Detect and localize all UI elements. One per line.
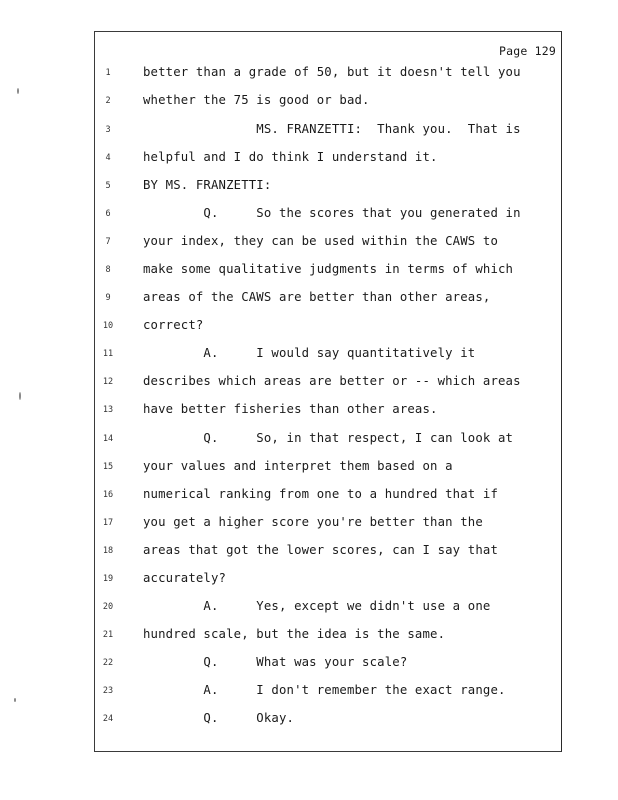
transcript-line <box>0 262 560 282</box>
line-text: areas that got the lower scores, can I say that <box>143 543 499 557</box>
line-number: 6 <box>105 209 111 219</box>
line-text: Q. So the scores that you generated in <box>143 206 521 220</box>
line-number: 13 <box>102 405 114 415</box>
transcript-line <box>0 206 560 226</box>
line-text: MS. FRANZETTI: Thank you. That is <box>143 122 521 136</box>
transcript-line <box>0 93 560 113</box>
line-number: 18 <box>102 546 114 556</box>
line-text: Q. Okay. <box>143 711 295 725</box>
transcript-line <box>0 402 560 422</box>
line-number: 5 <box>105 181 111 191</box>
line-text: you get a higher score you're better than the <box>143 515 483 529</box>
line-number: 4 <box>105 153 111 163</box>
line-number: 12 <box>102 377 114 387</box>
line-number: 14 <box>102 434 114 444</box>
transcript-line <box>0 543 560 563</box>
line-text: accurately? <box>143 571 227 585</box>
line-number: 3 <box>105 125 111 135</box>
line-number: 17 <box>102 518 114 528</box>
line-text: A. Yes, except we didn't use a one <box>143 599 491 613</box>
line-number: 20 <box>102 602 114 612</box>
line-text: whether the 75 is good or bad. <box>143 93 370 107</box>
line-text: Q. What was your scale? <box>143 655 408 669</box>
transcript-line <box>0 683 560 703</box>
line-number: 23 <box>102 686 114 696</box>
line-number: 9 <box>105 293 111 303</box>
line-text: your values and interpret them based on a <box>143 459 453 473</box>
transcript-line <box>0 655 560 675</box>
line-text: helpful and I do think I understand it. <box>143 150 438 164</box>
scan-speck <box>14 698 16 702</box>
transcript-line <box>0 459 560 479</box>
line-number: 7 <box>105 237 111 247</box>
line-number: 19 <box>102 574 114 584</box>
line-text: Q. So, in that respect, I can look at <box>143 431 514 445</box>
transcript-line <box>0 374 560 394</box>
line-text: better than a grade of 50, but it doesn't tell you <box>143 65 521 79</box>
line-number: 15 <box>102 462 114 472</box>
line-number: 21 <box>102 630 114 640</box>
line-text: describes which areas are better or -- which areas <box>143 374 521 388</box>
line-text: have better fisheries than other areas. <box>143 402 438 416</box>
transcript-line <box>0 122 560 142</box>
transcript-line <box>0 234 560 254</box>
line-number: 1 <box>105 68 111 78</box>
transcript-line <box>0 346 560 366</box>
transcript-line <box>0 487 560 507</box>
line-text: A. I don't remember the exact range. <box>143 683 506 697</box>
line-text: numerical ranking from one to a hundred that if <box>143 487 499 501</box>
transcript-line <box>0 711 560 731</box>
transcript-line <box>0 571 560 591</box>
line-number: 16 <box>102 490 114 500</box>
transcript-line <box>0 290 560 310</box>
scan-speck <box>19 392 21 400</box>
line-text: your index, they can be used within the CAWS to <box>143 234 499 248</box>
line-text: make some qualitative judgments in terms of which <box>143 262 514 276</box>
transcript-line <box>0 150 560 170</box>
line-text: A. I would say quantitatively it <box>143 346 476 360</box>
transcript-line <box>0 627 560 647</box>
line-number: 24 <box>102 714 114 724</box>
line-text: correct? <box>143 318 204 332</box>
scan-speck <box>17 88 19 94</box>
line-text: hundred scale, but the idea is the same. <box>143 627 446 641</box>
line-text: areas of the CAWS are better than other areas, <box>143 290 491 304</box>
line-number: 10 <box>102 321 114 331</box>
line-number: 8 <box>105 265 111 275</box>
line-text: BY MS. FRANZETTI: <box>143 178 272 192</box>
line-number: 22 <box>102 658 114 668</box>
page-number: Page 129 <box>499 44 556 58</box>
line-number: 2 <box>105 96 111 106</box>
transcript-line <box>0 599 560 619</box>
transcript-line <box>0 65 560 85</box>
transcript-line <box>0 431 560 451</box>
transcript-line <box>0 178 560 198</box>
transcript-line <box>0 515 560 535</box>
transcript-line <box>0 318 560 338</box>
line-number: 11 <box>102 349 114 359</box>
